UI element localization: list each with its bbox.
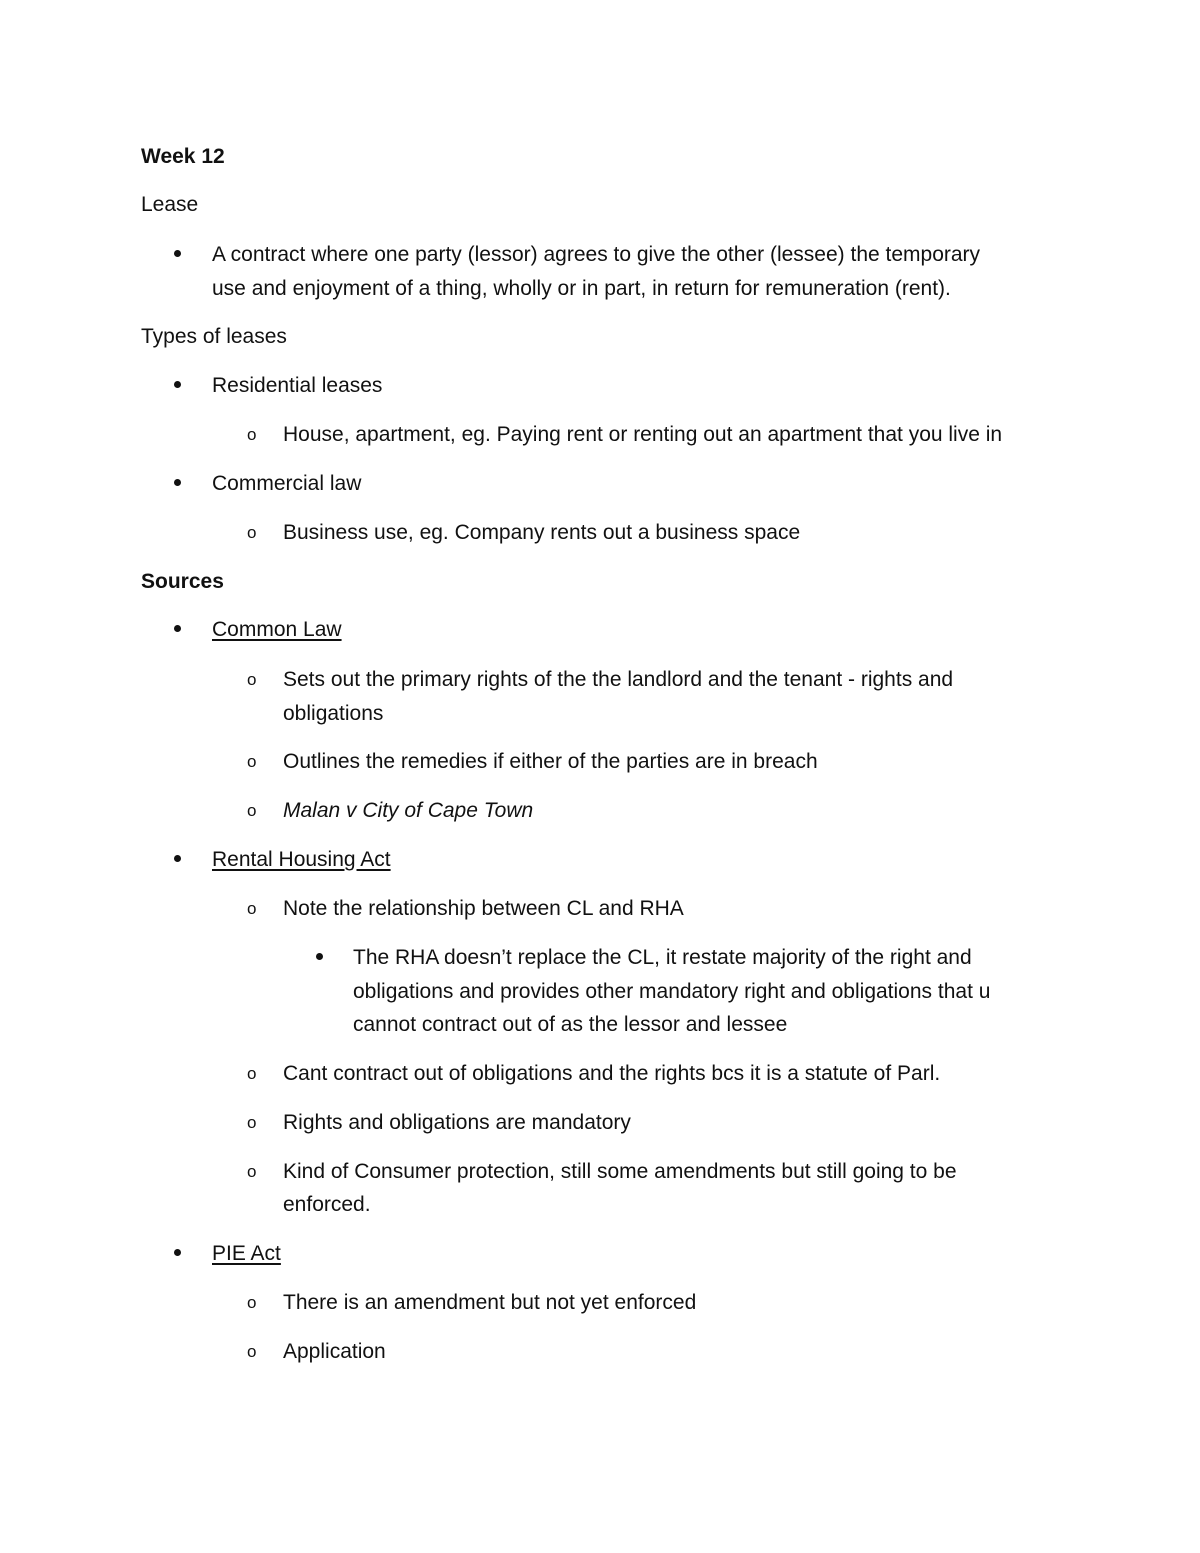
lease-definition-line2: use and enjoyment of a thing, wholly or in part, in return for remuneration (rent). xyxy=(212,277,951,300)
bullet-circle: o xyxy=(247,899,257,918)
bullet-circle: o xyxy=(247,1162,257,1181)
bullet-circle: o xyxy=(247,1113,257,1132)
bullet-circle: o xyxy=(247,523,257,542)
common-law-sub-item-1-line2: obligations xyxy=(283,702,384,725)
types-heading: Types of leases xyxy=(141,325,287,348)
bullet-circle: o xyxy=(247,425,257,444)
rha-sub-item-2: Cant contract out of obligations and the rights bcs it is a statute of Parl. xyxy=(283,1062,941,1085)
rha-nested-line1: The RHA doesn’t replace the CL, it restate majority of the right and xyxy=(353,946,972,969)
rha-sub-item-4-line1: Kind of Consumer protection, still some amendments but still going to be xyxy=(283,1160,957,1183)
lease-heading: Lease xyxy=(141,193,199,216)
bullet-disc xyxy=(174,467,181,500)
pie-act-item: PIE Act xyxy=(212,1242,281,1265)
rha-sub-item-3: Rights and obligations are mandatory xyxy=(283,1111,631,1134)
residential-item: Residential leases xyxy=(212,374,383,397)
rha-sub-item-4-line2: enforced. xyxy=(283,1193,371,1216)
common-law-item: Common Law xyxy=(212,618,342,641)
bullet-circle: o xyxy=(247,670,257,689)
bullet-disc xyxy=(316,941,323,974)
rental-housing-act-item: Rental Housing Act xyxy=(212,848,391,871)
bullet-circle: o xyxy=(247,1064,257,1083)
bullet-disc xyxy=(174,369,181,402)
bullet-disc xyxy=(174,613,181,646)
bullet-circle: o xyxy=(247,1342,257,1361)
sources-heading: Sources xyxy=(141,570,224,593)
pie-sub-item-1: There is an amendment but not yet enforced xyxy=(283,1291,697,1314)
bullet-disc xyxy=(174,843,181,876)
week-title: Week 12 xyxy=(141,145,225,168)
bullet-disc xyxy=(174,238,181,271)
bullet-circle: o xyxy=(247,752,257,771)
residential-sub-item: House, apartment, eg. Paying rent or renting out an apartment that you live in xyxy=(283,423,1003,446)
lease-definition-line1: A contract where one party (lessor) agrees to give the other (lessee) the temporary xyxy=(212,243,981,266)
case-citation: Malan v City of Cape Town xyxy=(283,799,534,822)
pie-sub-item-2: Application xyxy=(283,1340,386,1363)
rha-nested-line2: obligations and provides other mandatory right and obligations that u xyxy=(353,980,991,1003)
bullet-circle: o xyxy=(247,1293,257,1312)
common-law-sub-item-2: Outlines the remedies if either of the parties are in breach xyxy=(283,750,818,773)
common-law-sub-item-1-line1: Sets out the primary rights of the the landlord and the tenant - rights and xyxy=(283,668,954,691)
rha-sub-item-1: Note the relationship between CL and RHA xyxy=(283,897,684,920)
commercial-sub-item: Business use, eg. Company rents out a business space xyxy=(283,521,801,544)
bullet-disc xyxy=(174,1237,181,1270)
bullet-circle: o xyxy=(247,801,257,820)
rha-nested-line3: cannot contract out of as the lessor and lessee xyxy=(353,1013,788,1036)
commercial-item: Commercial law xyxy=(212,472,362,495)
